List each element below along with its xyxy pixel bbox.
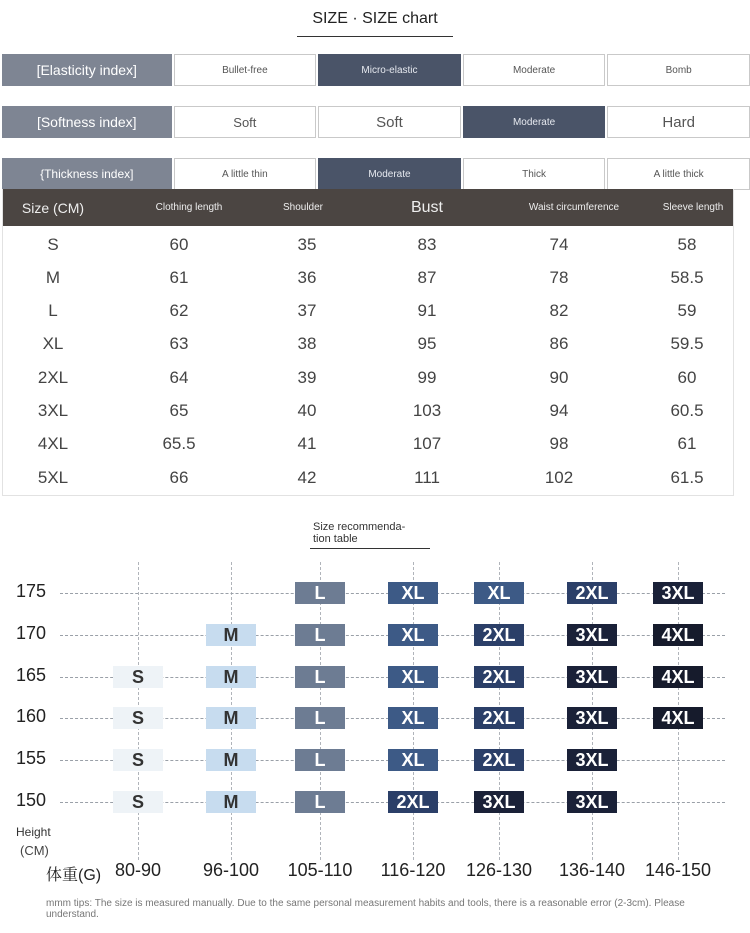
softness-option: Soft bbox=[174, 106, 317, 138]
size-badge: XL bbox=[474, 582, 524, 604]
table-cell: 60 bbox=[677, 367, 697, 387]
size-badge: 4XL bbox=[653, 707, 703, 729]
table-cell: S bbox=[47, 234, 59, 254]
table-cell: 94 bbox=[549, 401, 569, 420]
size-badge: L bbox=[295, 791, 345, 813]
table-row bbox=[3, 328, 733, 361]
thickness-option: A little thick bbox=[607, 158, 750, 190]
table-row bbox=[3, 261, 733, 294]
header-waist: Waist circumference bbox=[528, 202, 620, 213]
size-badge: L bbox=[295, 749, 345, 771]
softness-index-label: [Softness index] bbox=[2, 106, 172, 138]
table-cell: 98 bbox=[549, 434, 569, 454]
size-badge: S bbox=[113, 707, 163, 729]
table-cell: 37 bbox=[297, 301, 317, 321]
size-table-header bbox=[3, 189, 733, 226]
thickness-index-row bbox=[2, 158, 750, 190]
table-cell: 90 bbox=[549, 367, 569, 387]
table-cell: 61 bbox=[169, 267, 189, 287]
header-sleeve-length: Sleeve length bbox=[662, 202, 724, 213]
table-cell: 91 bbox=[417, 301, 437, 321]
height-tick-label: 170 bbox=[16, 623, 47, 643]
size-badge: L bbox=[295, 666, 345, 688]
table-cell: 66 bbox=[169, 467, 189, 487]
table-cell: 58.5 bbox=[670, 267, 704, 287]
height-tick-label: 175 bbox=[16, 581, 47, 601]
recommendation-title-line2: tion table bbox=[313, 533, 358, 545]
table-cell: 99 bbox=[417, 367, 437, 387]
height-tick-label: 150 bbox=[16, 790, 47, 810]
size-badge: M bbox=[206, 624, 256, 646]
height-tick-label: 165 bbox=[16, 665, 47, 685]
size-badge: 3XL bbox=[567, 749, 617, 771]
weight-tick-label: 96-100 bbox=[202, 860, 260, 880]
table-cell: 78 bbox=[549, 267, 569, 287]
table-cell: 65.5 bbox=[162, 434, 196, 454]
height-tick-label: 155 bbox=[16, 748, 47, 768]
elasticity-option: Bullet-free bbox=[174, 54, 317, 86]
weight-tick-label: 80-90 bbox=[114, 860, 162, 880]
table-row bbox=[3, 395, 733, 428]
table-row bbox=[3, 361, 733, 394]
weight-tick-label: 105-110 bbox=[287, 860, 353, 880]
height-axis-unit: (CM) bbox=[20, 843, 49, 858]
table-cell: 41 bbox=[297, 434, 317, 454]
table-cell: 63 bbox=[169, 334, 189, 354]
table-cell: 102 bbox=[544, 467, 574, 487]
size-badge: XL bbox=[388, 707, 438, 729]
table-cell: 42 bbox=[297, 467, 317, 487]
size-badge: 4XL bbox=[653, 666, 703, 688]
table-cell: 82 bbox=[549, 301, 569, 321]
table-cell: 59.5 bbox=[670, 334, 704, 354]
size-badge: 3XL bbox=[567, 791, 617, 813]
table-cell: 40 bbox=[297, 401, 317, 420]
height-axis-label: Height bbox=[16, 825, 51, 839]
softness-option: Hard bbox=[607, 106, 750, 138]
size-badge: S bbox=[113, 749, 163, 771]
weight-axis-label: 体重(G) bbox=[46, 867, 102, 884]
table-cell: 95 bbox=[417, 334, 437, 354]
table-cell: 60.5 bbox=[670, 401, 704, 420]
softness-index-row bbox=[2, 106, 750, 138]
recommendation-underline bbox=[310, 548, 430, 549]
recommendation-title-line1: Size recommenda- bbox=[313, 521, 406, 533]
size-badge: M bbox=[206, 749, 256, 771]
size-badge: 2XL bbox=[388, 791, 438, 813]
size-badge: M bbox=[206, 791, 256, 813]
weight-tick-label: 126-130 bbox=[465, 860, 533, 880]
table-cell: 38 bbox=[297, 334, 317, 354]
table-cell: 59 bbox=[677, 301, 697, 321]
size-badge: L bbox=[295, 582, 345, 604]
size-badge: L bbox=[295, 624, 345, 646]
table-cell: 83 bbox=[417, 234, 437, 254]
table-cell: 5XL bbox=[37, 467, 69, 487]
size-badge: 3XL bbox=[653, 582, 703, 604]
table-cell: 111 bbox=[414, 467, 440, 487]
softness-option: Soft bbox=[318, 106, 461, 138]
size-badge: M bbox=[206, 666, 256, 688]
size-badge: S bbox=[113, 666, 163, 688]
table-cell: 39 bbox=[297, 367, 317, 387]
table-cell: 64 bbox=[169, 367, 189, 387]
size-badge: 3XL bbox=[567, 624, 617, 646]
size-badge: XL bbox=[388, 666, 438, 688]
table-cell: 86 bbox=[549, 334, 569, 354]
header-bust: Bust bbox=[410, 198, 443, 216]
table-cell: 61.5 bbox=[670, 467, 704, 487]
elasticity-option-selected: Micro-elastic bbox=[318, 54, 461, 86]
title-underline bbox=[297, 36, 453, 37]
table-row bbox=[3, 428, 733, 461]
softness-option-selected: Moderate bbox=[463, 106, 606, 138]
table-row bbox=[3, 295, 733, 328]
table-cell: 36 bbox=[297, 267, 317, 287]
header-shoulder: Shoulder bbox=[282, 202, 324, 213]
table-cell: 2XL bbox=[37, 367, 69, 387]
size-badge: 2XL bbox=[567, 582, 617, 604]
size-badge: 2XL bbox=[474, 624, 524, 646]
table-cell: 35 bbox=[297, 234, 317, 254]
table-cell: 58 bbox=[677, 234, 697, 254]
recommendation-title bbox=[313, 521, 433, 545]
table-cell: XL bbox=[42, 334, 64, 354]
size-badge: 4XL bbox=[653, 624, 703, 646]
header-size: Size (CM) bbox=[21, 199, 85, 216]
size-badge: L bbox=[295, 707, 345, 729]
size-badge: 3XL bbox=[474, 791, 524, 813]
elasticity-option: Moderate bbox=[463, 54, 606, 86]
table-cell: 4XL bbox=[37, 434, 69, 454]
table-cell: 74 bbox=[549, 234, 569, 254]
table-row bbox=[3, 461, 733, 494]
weight-tick-label: 136-140 bbox=[558, 860, 626, 880]
thickness-index-label: {Thickness index] bbox=[2, 158, 172, 190]
size-table bbox=[2, 189, 734, 496]
elasticity-option: Bomb bbox=[607, 54, 750, 86]
header-clothing-length: Clothing length bbox=[155, 202, 223, 213]
table-cell: 65 bbox=[169, 401, 189, 420]
table-cell: 60 bbox=[169, 234, 189, 254]
size-badge: XL bbox=[388, 582, 438, 604]
table-cell: 3XL bbox=[37, 401, 69, 420]
table-cell: M bbox=[45, 267, 61, 287]
weight-tick-label: 116-120 bbox=[380, 860, 446, 880]
size-badge: XL bbox=[388, 749, 438, 771]
height-tick-label: 160 bbox=[16, 706, 47, 726]
table-row bbox=[3, 228, 733, 261]
thickness-option: A little thin bbox=[174, 158, 317, 190]
table-cell: 61 bbox=[677, 434, 697, 454]
size-badge: 2XL bbox=[474, 749, 524, 771]
size-badge: M bbox=[206, 707, 256, 729]
thickness-option-selected: Moderate bbox=[318, 158, 461, 190]
size-badge: 2XL bbox=[474, 666, 524, 688]
table-cell: 62 bbox=[169, 301, 189, 321]
table-cell: 103 bbox=[412, 401, 442, 420]
elasticity-index-label: [Elasticity index] bbox=[2, 54, 172, 86]
size-badge: S bbox=[113, 791, 163, 813]
measurement-tips: mmm tips: The size is measured manually. Due to the same personal measurement habits and tools, there is a reasonable error (2-3cm). Please understand. bbox=[46, 898, 685, 920]
table-cell: 107 bbox=[412, 434, 442, 454]
thickness-option: Thick bbox=[463, 158, 606, 190]
size-badge: XL bbox=[388, 624, 438, 646]
table-cell: 87 bbox=[417, 267, 437, 287]
page-title: SIZE · SIZE chart bbox=[312, 10, 438, 27]
weight-tick-label: 146-150 bbox=[644, 860, 712, 880]
size-badge: 3XL bbox=[567, 707, 617, 729]
elasticity-index-row bbox=[2, 54, 750, 86]
size-badge: 2XL bbox=[474, 707, 524, 729]
size-badge: 3XL bbox=[567, 666, 617, 688]
table-cell: L bbox=[48, 301, 58, 321]
